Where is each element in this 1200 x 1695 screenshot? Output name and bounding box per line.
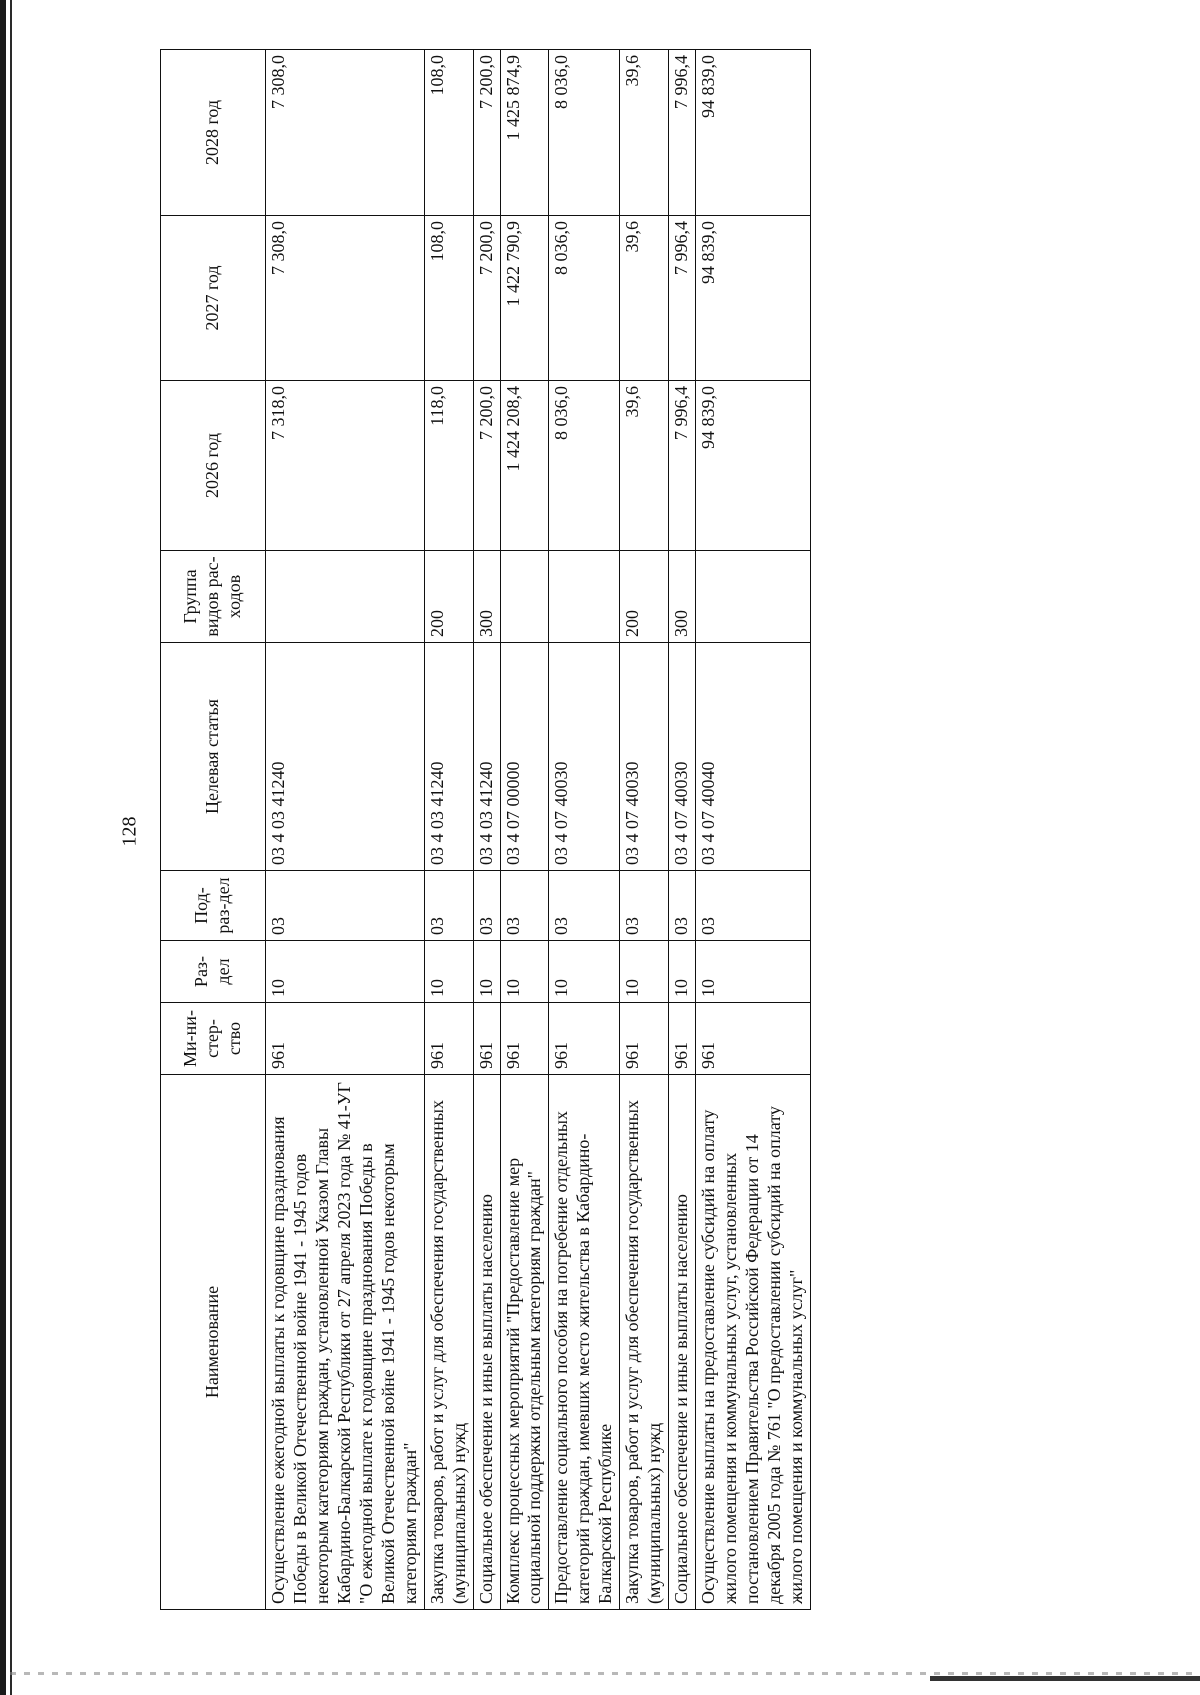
row-2027: 8 036,0 [549,216,620,381]
table-row [696,50,811,1610]
row-2026: 1 424 208,4 [500,381,549,551]
row-name: Комплекс процессных мероприятий "Предоставление мер социальной поддержки отдельным категориям граждан" [500,1075,549,1610]
row-2028: 7 996,4 [669,50,696,216]
row-ministry: 961 [473,1003,500,1075]
row-2026: 118,0 [424,381,473,551]
row-name: Осуществление ежегодной выплаты к годовщине празднования Победы в Великой Отечественной войне 1941 - 1945 годов некоторым категориям граждан, установленной Указом Главы Кабардино-Балкарской Республики от 27 апреля 2023 года № 41-УГ "О ежегодной выплате к годовщине празднования Победы в Великой Отечественной войне 1941 - 1945 годов некоторым категориям граждан" [266,1075,425,1610]
row-target: 03 4 03 41240 [266,643,425,871]
row-section: 10 [696,941,811,1003]
row-2027: 7 200,0 [473,216,500,381]
row-ministry: 961 [500,1003,549,1075]
row-2028: 8 036,0 [549,50,620,216]
header-ministry: Ми-ни-стер-ство [161,1003,266,1075]
row-name: Закупка товаров, работ и услуг для обеспечения государственных (муниципальных) нужд [424,1075,473,1610]
table-row [500,50,549,1610]
scan-edge [0,0,6,1695]
header-2028: 2028 год [161,50,266,216]
row-2028: 7 200,0 [473,50,500,216]
row-subsection: 03 [620,871,669,941]
row-2026: 7 200,0 [473,381,500,551]
row-group: 300 [669,551,696,643]
header-2026: 2026 год [161,381,266,551]
header-name: Наименование [161,1075,266,1610]
row-group [500,551,549,643]
row-section: 10 [669,941,696,1003]
row-ministry: 961 [266,1003,425,1075]
header-section: Раз-дел [161,941,266,1003]
row-2027: 39,6 [620,216,669,381]
row-2026: 7 996,4 [669,381,696,551]
table-row [424,50,473,1610]
row-target: 03 4 07 40040 [696,643,811,871]
header-subsection: Под-раз-дел [161,871,266,941]
row-target: 03 4 07 40030 [669,643,696,871]
row-target: 03 4 07 00000 [500,643,549,871]
row-2028: 7 308,0 [266,50,425,216]
page-number: 128 [118,816,141,847]
row-group [549,551,620,643]
row-2026: 7 318,0 [266,381,425,551]
row-ministry: 961 [549,1003,620,1075]
row-subsection: 03 [424,871,473,941]
row-2027: 94 839,0 [696,216,811,381]
row-subsection: 03 [500,871,549,941]
row-2028: 39,6 [620,50,669,216]
row-name: Социальное обеспечение и иные выплаты населению [473,1075,500,1610]
row-group: 300 [473,551,500,643]
scan-bottom-noise [10,1672,1200,1675]
table-row [266,50,425,1610]
scan-edge-line [10,0,12,1695]
row-name: Социальное обеспечение и иные выплаты населению [669,1075,696,1610]
row-group [696,551,811,643]
row-name: Осуществление выплаты на предоставление субсидий на оплату жилого помещения и коммунальных услуг, установленных постановлением Правительства Российской Федерации от 14 декабря 2005 года № 761 "О предоставлении субсидий на оплату жилого помещения и коммунальных услуг" [696,1075,811,1610]
row-ministry: 961 [424,1003,473,1075]
scan-bottom-bar [930,1676,1200,1681]
row-2027: 7 996,4 [669,216,696,381]
row-target: 03 4 03 41240 [424,643,473,871]
row-target: 03 4 07 40030 [620,643,669,871]
header-target: Целевая статья [161,643,266,871]
row-2028: 1 425 874,9 [500,50,549,216]
row-section: 10 [424,941,473,1003]
row-subsection: 03 [696,871,811,941]
row-section: 10 [473,941,500,1003]
row-section: 10 [500,941,549,1003]
row-group: 200 [424,551,473,643]
row-target: 03 4 03 41240 [473,643,500,871]
row-group [266,551,425,643]
row-section: 10 [266,941,425,1003]
row-subsection: 03 [266,871,425,941]
table-row [549,50,620,1610]
header-2027: 2027 год [161,216,266,381]
rotated-page [160,50,1075,1610]
row-name: Закупка товаров, работ и услуг для обеспечения государственных (муниципальных) нужд [620,1075,669,1610]
row-2027: 108,0 [424,216,473,381]
row-2028: 108,0 [424,50,473,216]
table-header-row [161,50,266,1610]
row-subsection: 03 [549,871,620,941]
row-ministry: 961 [696,1003,811,1075]
row-2026: 39,6 [620,381,669,551]
row-2026: 8 036,0 [549,381,620,551]
row-name: Предоставление социального пособия на погребение отдельных категорий граждан, имевших место жительства в Кабардино-Балкарской Республике [549,1075,620,1610]
row-subsection: 03 [669,871,696,941]
row-section: 10 [620,941,669,1003]
row-2027: 7 308,0 [266,216,425,381]
row-ministry: 961 [620,1003,669,1075]
budget-table [160,49,811,1610]
row-subsection: 03 [473,871,500,941]
row-2027: 1 422 790,9 [500,216,549,381]
row-ministry: 961 [669,1003,696,1075]
table-row [473,50,500,1610]
row-section: 10 [549,941,620,1003]
row-2028: 94 839,0 [696,50,811,216]
row-2026: 94 839,0 [696,381,811,551]
table-row [620,50,669,1610]
header-group: Группа видов рас-ходов [161,551,266,643]
row-group: 200 [620,551,669,643]
row-target: 03 4 07 40030 [549,643,620,871]
table-row [669,50,696,1610]
